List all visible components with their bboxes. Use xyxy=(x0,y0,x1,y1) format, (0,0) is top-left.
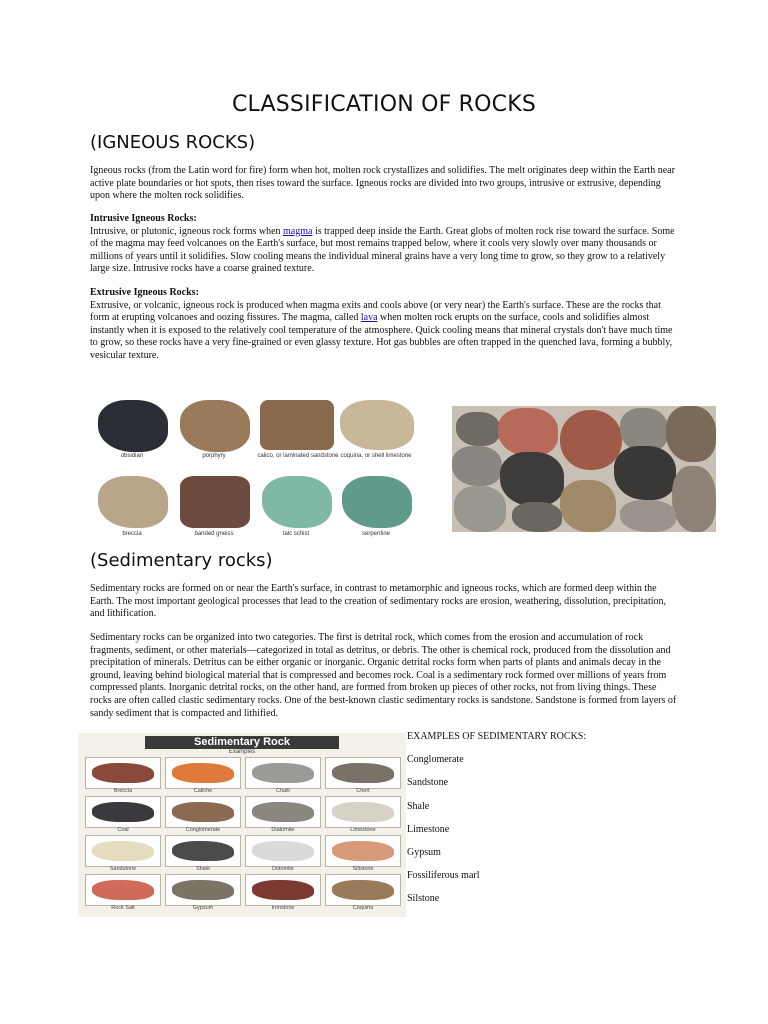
rock-caption-2: calico, or laminated sandstone xyxy=(257,453,339,459)
chart-subtitle: Examples xyxy=(228,749,256,755)
sed-cell-caption: Rock Salt xyxy=(111,905,135,911)
sed-rock-swatch xyxy=(92,880,154,900)
extrusive-section xyxy=(90,287,680,363)
example-item: Fossiliferous marl xyxy=(407,870,480,882)
sed-cell-caption: Limestone xyxy=(350,827,376,833)
igneous-intro: Igneous rocks (from the Latin word for fire) form when hot, molten rock crystallizes and solidifies. The melt originates deep within the Earth near active plate boundaries or hot spots, then rises toward the surface. Igneous rocks are divided into two groups, intrusive or extrusive, depending upon where the molten rock solidifies. xyxy=(90,165,675,202)
rock-caption-5: banded gneiss xyxy=(194,531,234,537)
rock-caption-4: breccia xyxy=(122,531,142,537)
example-item: Shale xyxy=(407,800,430,812)
intrusive-text-1: Intrusive, or plutonic, igneous rock forms when xyxy=(90,225,284,237)
sed-rock-swatch xyxy=(252,841,314,861)
sed-cell-caption: Conglomerate xyxy=(185,827,221,833)
example-item: Gypsum xyxy=(407,846,441,858)
sed-rock-swatch xyxy=(332,880,394,900)
rock-caption-6: talc schist xyxy=(282,531,310,537)
sed-cell xyxy=(245,757,321,789)
rock-sample-6 xyxy=(262,476,332,528)
sed-cell xyxy=(165,757,241,789)
sed-cell xyxy=(165,874,241,906)
sed-cell-caption: Gypsum xyxy=(192,905,214,911)
rock-sample-7 xyxy=(342,476,412,528)
example-item: Silstone xyxy=(407,893,440,905)
page-title: CLASSIFICATION OF ROCKS xyxy=(231,92,537,117)
sed-rock-swatch xyxy=(252,880,314,900)
rock-sample-2 xyxy=(260,400,334,450)
examples-list xyxy=(407,731,586,917)
extrusive-heading: Extrusive Igneous Rocks: xyxy=(90,287,199,298)
sed-cell-caption: Breccia xyxy=(113,788,133,794)
sed-cell-caption: Coal xyxy=(117,827,129,833)
sed-rock-swatch xyxy=(92,802,154,822)
sed-cell xyxy=(245,874,321,906)
sed-cell-caption: Chalk xyxy=(275,788,291,794)
rock-sample-3 xyxy=(340,400,414,450)
sed-rock-swatch xyxy=(92,763,154,783)
examples-heading: EXAMPLES OF SEDIMENTARY ROCKS: xyxy=(407,731,587,742)
magma-link[interactable]: magma xyxy=(283,225,313,237)
rock-caption-0: obsidian xyxy=(120,453,144,459)
sed-cell xyxy=(325,874,401,906)
sed-rock-swatch xyxy=(172,841,234,861)
sed-rock-swatch xyxy=(172,802,234,822)
sed-cell xyxy=(325,757,401,789)
sed-rock-swatch xyxy=(172,880,234,900)
sed-cell-caption: Chert xyxy=(356,788,370,794)
rock-caption-3: coquina, or shell limestone xyxy=(340,453,412,459)
rock-sample-5 xyxy=(180,476,250,528)
sed-cell xyxy=(245,796,321,828)
sed-cell xyxy=(245,835,321,867)
sedimentary-heading: (Sedimentary rocks) xyxy=(90,550,273,571)
rock-sample-0 xyxy=(98,400,168,452)
sedimentary-chart-image xyxy=(78,733,406,917)
sedimentary-para-2: Sedimentary rocks can be organized into two categories. The first is detrital rock, which comes from the erosion and accumulation of rock fragments, sediment, or other materials—categorized in total as detritus, or debris. The other is chemical rock, produced from the dissolution and precipitation of minerals. Detritus can be either organic or inorganic. Organic detrital rocks form when parts of plants and animals decay in the ground, leaving behind biological material that is compressed and becomes rock. Coal is a sedimentary rock formed over millions of years from compressed plants. Inorganic detrital rocks, on the other hand, are formed from broken up pieces of other rocks, not from living things. These rocks are often called clastic sedimentary rocks. One of the best-known clastic sedimentary rocks is sandstone. Sandstone is formed from layers of sandy sediment that is compacted and lithified. xyxy=(90,632,677,719)
sed-cell-caption: Dolomite xyxy=(272,866,294,872)
sed-cell xyxy=(325,835,401,867)
sed-cell xyxy=(165,796,241,828)
rock-samples-image xyxy=(92,392,422,542)
sed-rock-swatch xyxy=(332,802,394,822)
extrusive-text-1: Extrusive, or volcanic, igneous rock is produced when magma exits and cools above (or very near) the Earth's surface. These are the rocks that form at erupting volcanoes and oozing fissures. The magma, called xyxy=(90,299,661,324)
sed-cell-caption: Sandstone xyxy=(109,866,137,872)
rock-sample-1 xyxy=(180,400,250,452)
rock-caption-7: serpentine xyxy=(361,531,391,537)
extrusive-text-2: when molten rock erupts on the surface, cools and solidifies almost instantly when it is exposed to the relatively cool temperature of the atmosphere. Quick cooling means that mineral crystals don't have much time to grow, so these rocks have a very fine-grained or even glassy texture. Hot gas bubbles are often trapped in the quenched lava, forming a bubbly, vesicular texture. xyxy=(90,312,673,361)
igneous-heading: (IGNEOUS ROCKS) xyxy=(90,132,256,153)
sed-cell xyxy=(85,835,161,867)
sed-cell xyxy=(85,757,161,789)
sed-rock-swatch xyxy=(332,763,394,783)
sed-cell-caption: Shale xyxy=(195,866,211,872)
sed-cell-caption: Diatomite xyxy=(271,827,295,833)
sed-rock-swatch xyxy=(252,802,314,822)
sedimentary-para-1: Sedimentary rocks are formed on or near the Earth's surface, in contrast to metamorphic and igneous rocks, which are formed deep within the Earth. The most important geological processes that lead to the creation of sedimentary rocks are erosion, weathering, dissolution, precipitation, and lithification. xyxy=(90,583,667,620)
chart-title: Sedimentary Rock xyxy=(145,736,339,749)
lava-link[interactable]: lava xyxy=(360,312,378,324)
sed-cell-caption: Ironstone xyxy=(271,905,295,911)
rock-caption-1: porphyry xyxy=(202,453,226,459)
example-item: Conglomerate xyxy=(407,754,464,766)
rocks-photo xyxy=(452,406,716,532)
sed-rock-swatch xyxy=(172,763,234,783)
intrusive-section xyxy=(90,213,680,276)
sed-cell xyxy=(85,874,161,906)
sed-rock-swatch xyxy=(332,841,394,861)
sed-cell-caption: Coquina xyxy=(352,905,374,911)
rock-sample-4 xyxy=(98,476,168,528)
sed-cell-caption: Siltstone xyxy=(352,866,374,872)
example-item: Limestone xyxy=(407,823,450,835)
intrusive-heading: Intrusive Igneous Rocks: xyxy=(90,213,197,224)
intrusive-text-2: is trapped deep inside the Earth. Great globs of molten rock rise toward the surface. Some of the magma may feed volcanoes on the Earth's surface, but most remains trapped below, where it cools very slowly over many thousands or millions of years until it solidifies. Slow cooling means the individual mineral grains have a very long time to grow, so they grow to a relatively large size. Intrusive rocks have a coarse grained texture. xyxy=(90,225,675,275)
sed-rock-swatch xyxy=(92,841,154,861)
sed-cell-caption: Caliche xyxy=(193,788,213,794)
sed-cell xyxy=(165,835,241,867)
sed-cell xyxy=(325,796,401,828)
example-item: Sandstone xyxy=(407,777,449,789)
sed-rock-swatch xyxy=(252,763,314,783)
sed-cell xyxy=(85,796,161,828)
